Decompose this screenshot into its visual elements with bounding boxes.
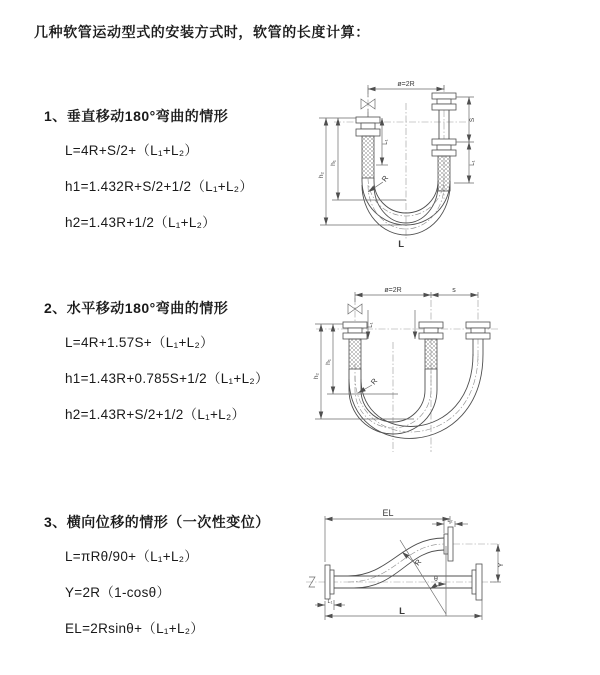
dim-span-2r-label: ø=2R — [384, 287, 402, 294]
hose-u-position-2 — [349, 354, 483, 438]
formula-l: L=πRθ/90+（L₁+L₂） — [65, 549, 199, 564]
flange-right-lower — [472, 564, 482, 600]
dim-y — [490, 544, 505, 582]
section-3 — [44, 512, 270, 653]
dim-s — [431, 287, 478, 295]
dim-s-label: s — [452, 287, 456, 294]
radius-leader — [402, 552, 424, 567]
flange-left — [325, 565, 334, 599]
dim-l — [325, 600, 482, 620]
dim-h-outer-label: h₂ — [318, 171, 325, 179]
diagram-horizontal-180-bend — [308, 284, 580, 461]
dim-l1-left — [376, 118, 389, 165]
formula-l: L=4R+S/2+（L₁+L₂） — [65, 143, 199, 158]
dim-l1-right — [454, 142, 476, 183]
formula-h2: h2=1.43R+1/2（L₁+L₂） — [65, 215, 216, 230]
hose-centerline-2 — [355, 354, 478, 432]
dim-l1 — [315, 599, 345, 610]
formula-h1: h1=1.432R+S/2+1/2（L₁+L₂） — [65, 179, 254, 194]
dim-l2-label: L₂ — [447, 518, 453, 524]
dim-el — [325, 508, 453, 562]
angle-construction — [400, 540, 446, 616]
dim-h-inner-label: h₁ — [330, 160, 337, 166]
flange-left — [356, 117, 380, 136]
radius-label: R — [368, 376, 380, 387]
formula-h1: h1=1.43R+0.785S+1/2（L₁+L₂） — [65, 371, 269, 386]
radius-label: R — [412, 557, 424, 568]
dim-y-label: Y — [498, 562, 505, 568]
section-2 — [44, 298, 269, 439]
dim-span-2r-label: ø=2R — [397, 81, 415, 88]
flange-right-upper — [444, 527, 453, 561]
flange-right-lower — [432, 139, 456, 156]
dim-l1-left-label: L₁ — [383, 139, 389, 145]
braid-left — [362, 136, 374, 178]
dim-s-label: S — [469, 117, 476, 123]
dim-l1-label: L₁ — [368, 322, 374, 328]
formula-h2: h2=1.43R+S/2+1/2（L₁+L₂） — [65, 407, 246, 422]
braid-middle — [425, 339, 437, 369]
dim-l1 — [368, 310, 374, 339]
flange-right — [466, 322, 490, 339]
page-title: 几种软管运动型式的安装方式时，软管的长度计算： — [34, 24, 370, 40]
dim-s — [456, 97, 476, 142]
dim-l1-label: L₁ — [327, 599, 333, 605]
formula-y: Y=2R（1-cosθ） — [65, 585, 171, 600]
flange-middle — [419, 322, 443, 339]
dim-h-outer-label: h₂ — [313, 372, 320, 380]
radius-label: R — [379, 173, 391, 184]
length-label: L — [398, 239, 404, 250]
dim-l-label: L — [399, 606, 405, 617]
section-1 — [44, 106, 253, 247]
section-2-heading: 2、水平移动180°弯曲的情形 — [44, 300, 229, 316]
section-1-heading: 1、垂直移动180°弯曲的情形 — [44, 108, 229, 124]
angle-theta-label: θ — [434, 576, 438, 583]
dim-l1-right-label: L₁ — [470, 160, 476, 166]
diagram-vertical-180-bend — [306, 73, 594, 255]
dim-span-2r — [355, 287, 478, 302]
dim-el-label: EL — [382, 508, 394, 518]
formula-el: EL=2Rsinθ+（L₁+L₂） — [65, 621, 205, 636]
dim-h-inner-label: h₁ — [325, 359, 332, 365]
section-3-heading: 3、横向位移的情形（一次性变位） — [44, 514, 270, 530]
flange-right-top — [432, 93, 456, 110]
formula-l: L=4R+1.57S+（L₁+L₂） — [65, 335, 214, 350]
flange-left — [343, 322, 367, 339]
diagram-lateral-displacement — [298, 504, 595, 644]
